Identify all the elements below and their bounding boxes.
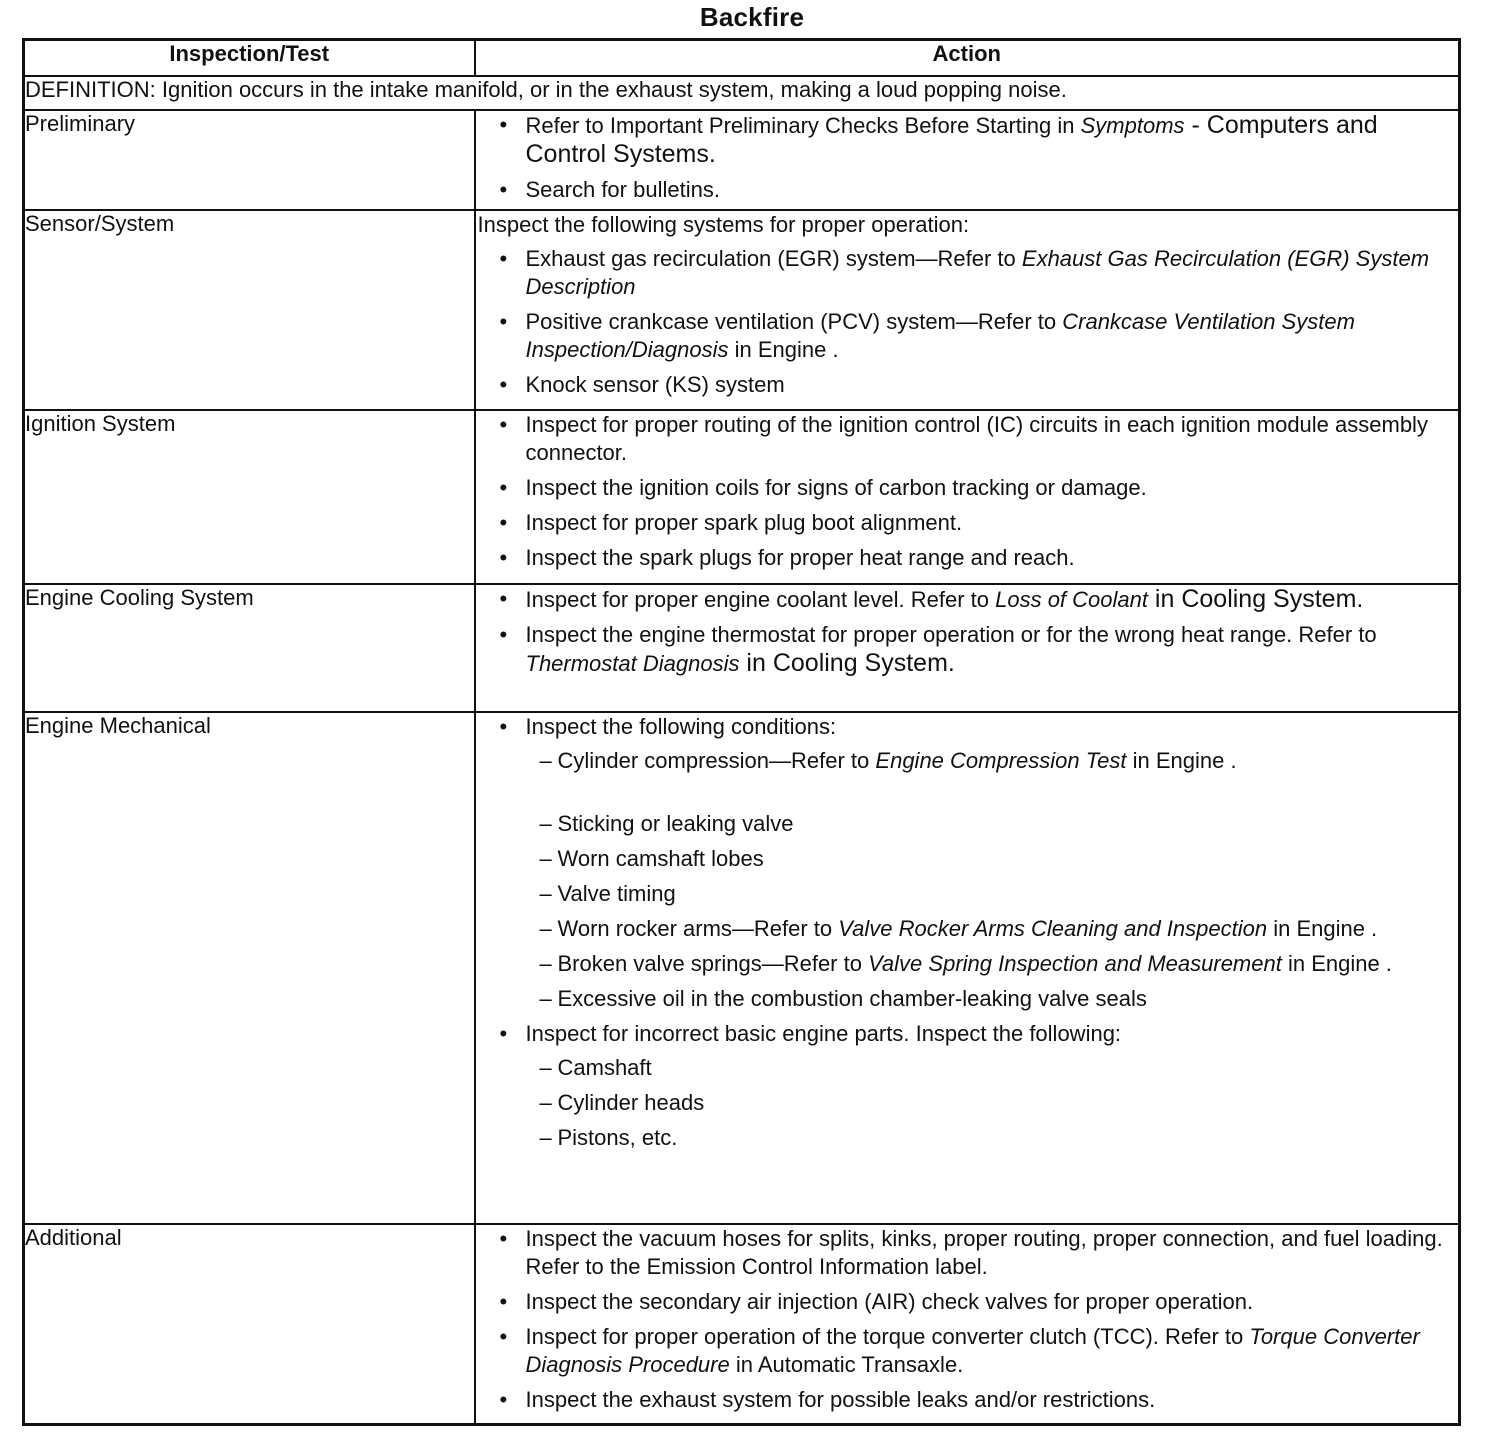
list-item: • Exhaust gas recirculation (EGR) system—Refer to Exhaust Gas Recirculation (EGR) System Description [476,245,1459,301]
list-item: • Inspect the secondary air injection (AIR) check valves for proper operation. [476,1288,1459,1316]
row-action-preliminary [475,110,1460,210]
row-label-sensor-system: Sensor/System [24,210,475,410]
definition-row [24,76,1460,110]
list-item: • Positive crankcase ventilation (PCV) system—Refer to Crankcase Ventilation System Inspection/Diagnosis in Engine . [476,308,1459,364]
table-row [24,1224,1460,1424]
definition-text: DEFINITION: Ignition occurs in the intake manifold, or in the exhaust system, making a loud popping noise. [24,76,1460,110]
row-label-ignition-system: Ignition System [24,410,475,584]
table-row [24,712,1460,1224]
table-row [24,584,1460,712]
list-item: • Knock sensor (KS) system [476,371,1459,399]
list-item: • Inspect the spark plugs for proper heat range and reach. [476,544,1459,572]
intro-text: Inspect the following systems for proper operation: [477,212,970,237]
sub-list-item: – Excessive oil in the combustion chamber-leaking valve seals [526,985,1459,1013]
page-title: Backfire [699,2,805,32]
list-item: • Inspect the vacuum hoses for splits, kinks, proper routing, proper connection, and fuel loading. Refer to the Emission Control Information label. [476,1225,1459,1281]
sub-list-item: – Pistons, etc. [526,1124,1459,1152]
header-row [24,40,1460,77]
sub-list-item: – Valve timing [526,880,1459,908]
header-action: Action [475,40,1460,77]
list-item: • Inspect the engine thermostat for proper operation or for the wrong heat range. Refer to Thermostat Diagnosis in Cooling System. [476,621,1459,678]
row-action-sensor-system [475,210,1460,410]
list-item: • Refer to Important Preliminary Checks Before Starting in Symptoms - Computers and Control Systems. [476,111,1459,169]
row-action-engine-cooling-system [475,584,1460,712]
list-item: • Inspect the ignition coils for signs of carbon tracking or damage. [476,474,1459,502]
sub-list-item: – Worn rocker arms—Refer to Valve Rocker Arms Cleaning and Inspection in Engine . [526,915,1459,943]
list-item: • Inspect for incorrect basic engine parts. Inspect the following: – Camshaft – Cylinder heads – Pistons, etc. [476,1020,1459,1152]
list-item: • Inspect for proper routing of the ignition control (IC) circuits in each ignition module assembly connector. [476,411,1459,467]
list-item: • Inspect for proper engine coolant level. Refer to Loss of Coolant in Cooling System. [476,585,1459,614]
sub-list-item: – Broken valve springs—Refer to Valve Spring Inspection and Measurement in Engine . [526,950,1459,978]
list-item: • Inspect the following conditions: – Cylinder compression—Refer to Engine Compression Test in Engine . – Sticking or leaking valve – Worn camshaft lobes – Valve timing – Worn rocker arms—Refer to Valve Rocker Arms Cleaning and Inspection in Engine . – Broken valve springs—Refer to Valve Spring Inspection and Measurement in Engine . – Excessive oil in the combustion chamber-leaking valve seals [476,713,1459,1013]
sub-list-item: – Camshaft [526,1054,1459,1082]
list-item: • Inspect for proper spark plug boot alignment. [476,509,1459,537]
list-item: • Inspect for proper operation of the torque converter clutch (TCC). Refer to Torque Converter Diagnosis Procedure in Automatic Transaxle. [476,1323,1459,1379]
sub-list-item: – Cylinder heads [526,1089,1459,1117]
row-action-additional [475,1224,1460,1424]
row-label-additional: Additional [24,1224,475,1424]
diagnosis-table [22,38,1461,1426]
table-row [24,210,1460,410]
header-inspection-test: Inspection/Test [24,40,475,77]
row-action-engine-mechanical [475,712,1460,1224]
sub-list-item: – Sticking or leaking valve [526,810,1459,838]
table-row [24,410,1460,584]
sub-list-item: – Cylinder compression—Refer to Engine Compression Test in Engine . [526,747,1459,775]
list-item: • Inspect the exhaust system for possible leaks and/or restrictions. [476,1386,1459,1414]
row-label-engine-cooling-system: Engine Cooling System [24,584,475,712]
row-label-engine-mechanical: Engine Mechanical [24,712,475,1224]
row-action-ignition-system [475,410,1460,584]
row-label-preliminary: Preliminary [24,110,475,210]
sub-list-item: – Worn camshaft lobes [526,845,1459,873]
list-item: • Search for bulletins. [476,176,1459,204]
table-row [24,110,1460,210]
